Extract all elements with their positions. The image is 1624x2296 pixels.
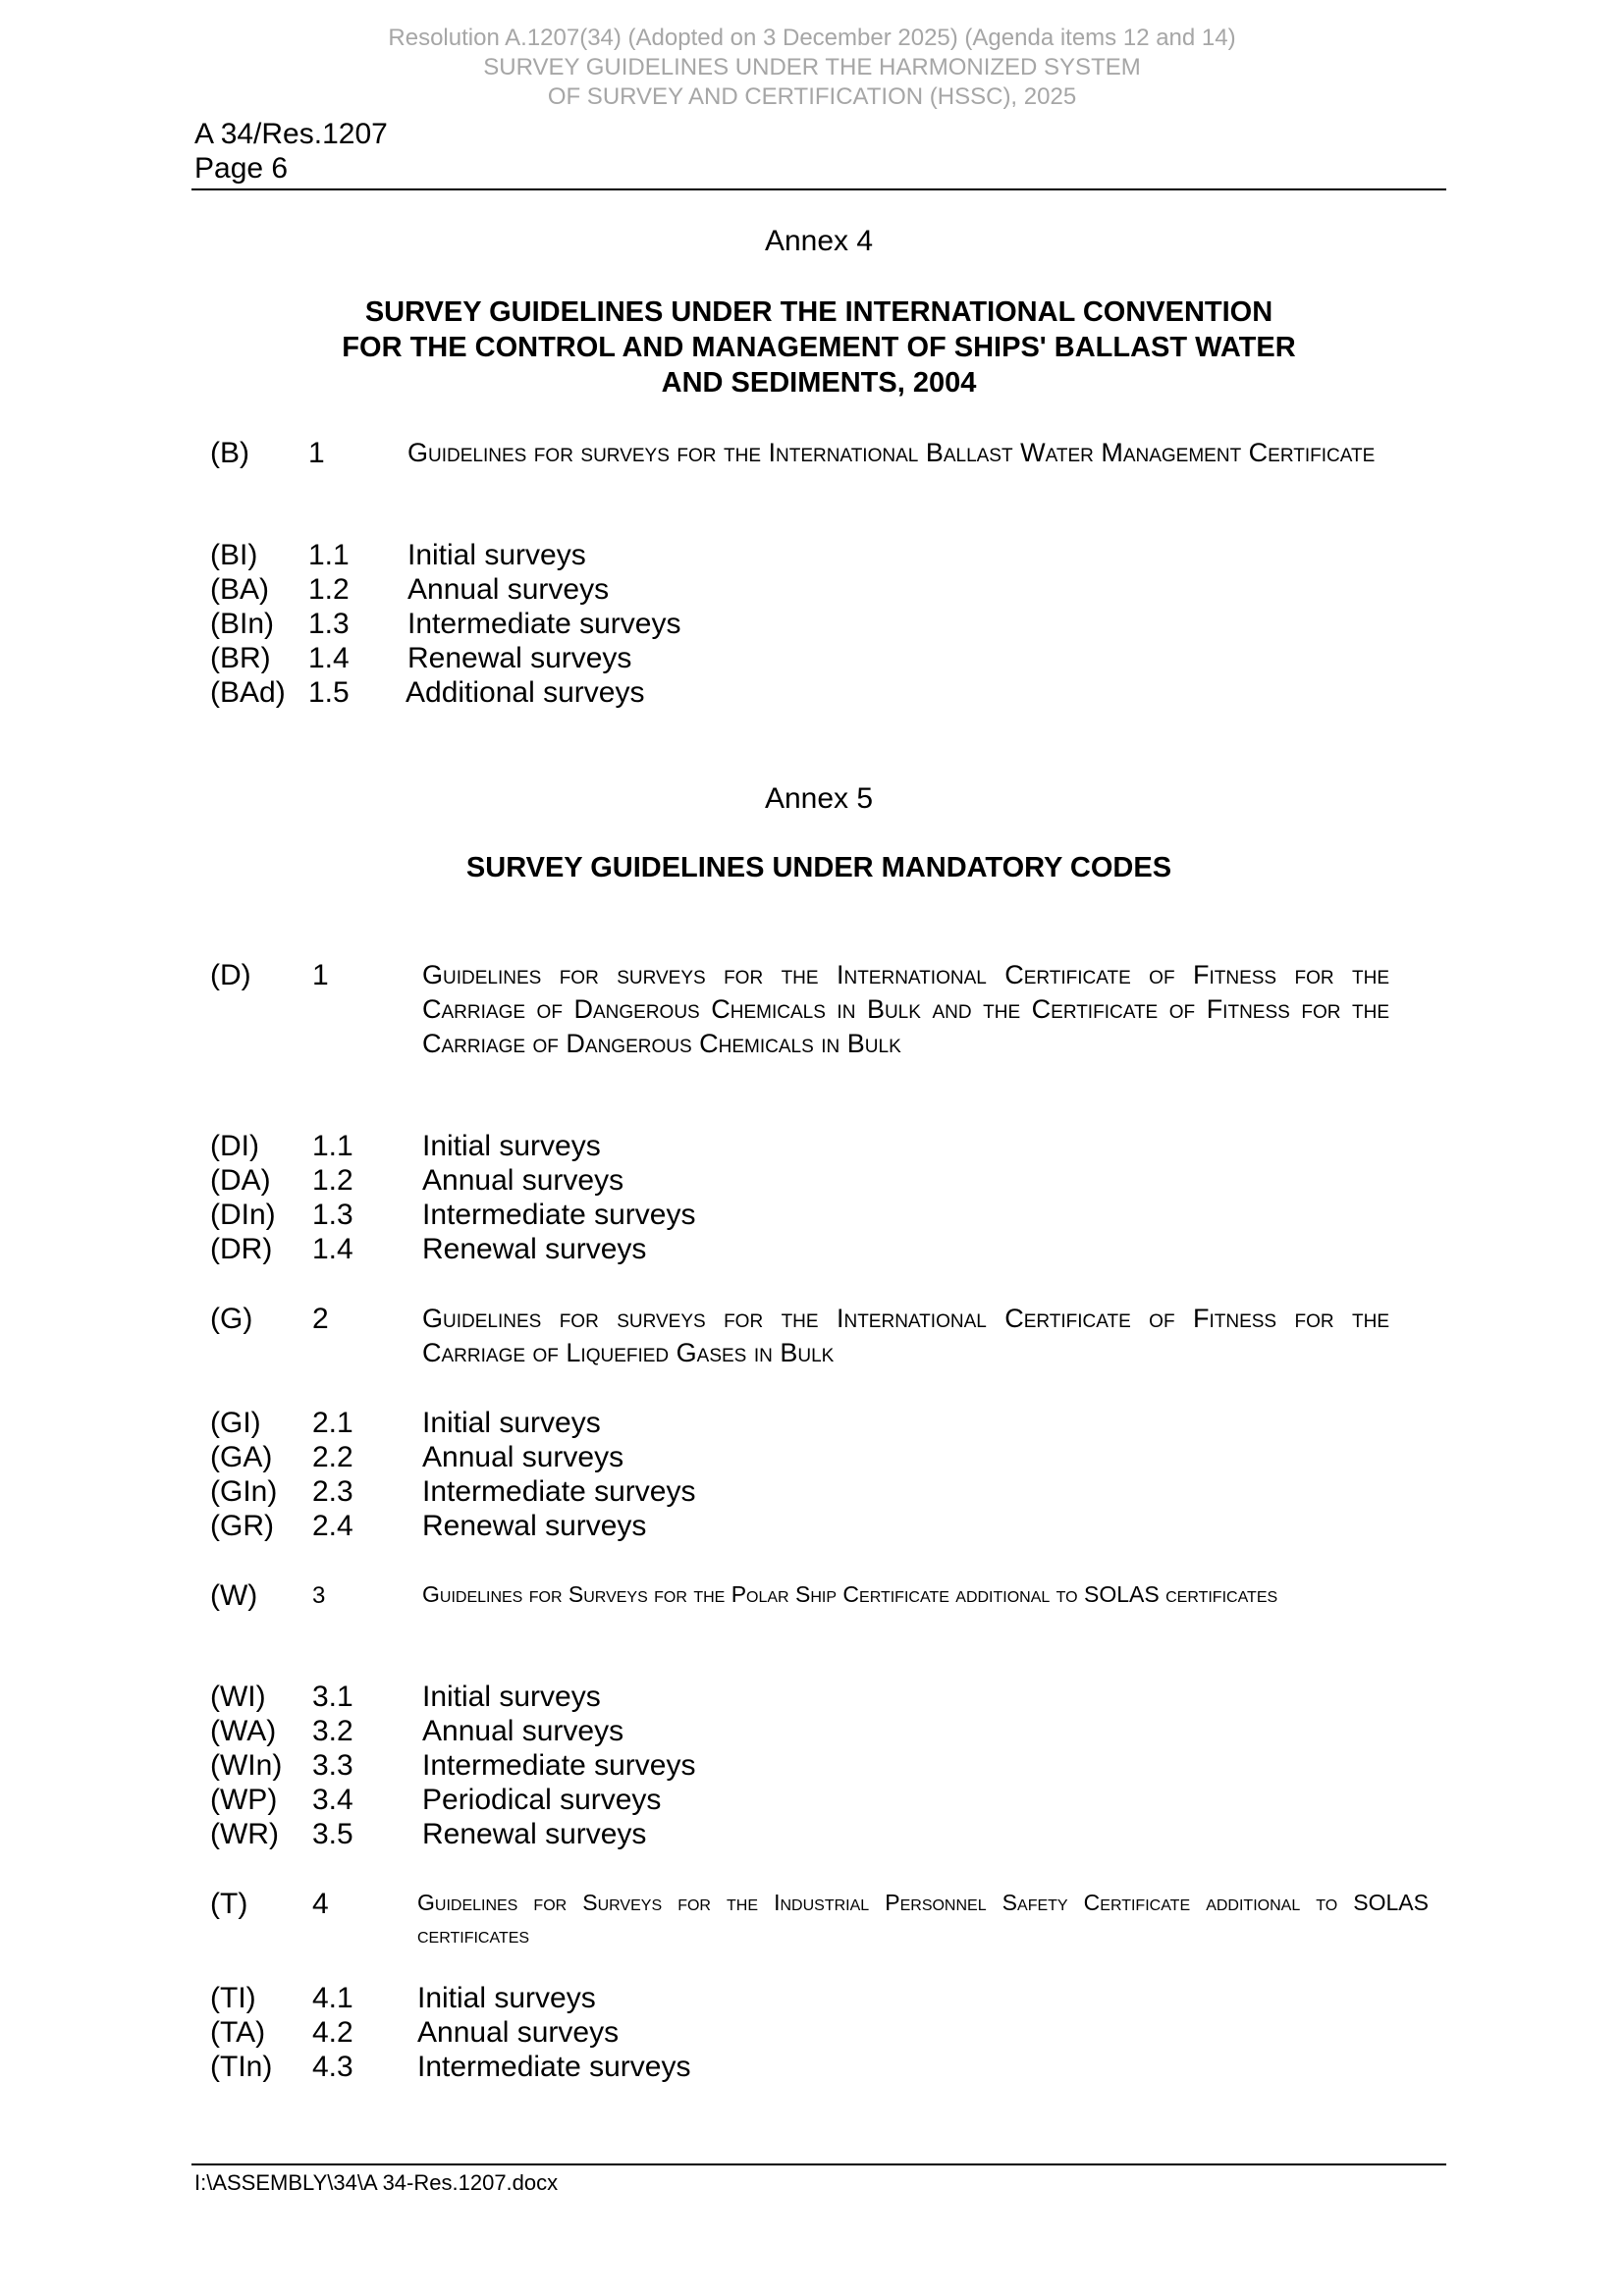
item-text: Initial surveys bbox=[422, 1407, 601, 1439]
item-text: Intermediate surveys bbox=[417, 2051, 691, 2083]
section-code: (G) bbox=[210, 1303, 253, 1335]
item-number: 4.2 bbox=[312, 2016, 353, 2049]
section-number: 4 bbox=[312, 1888, 329, 1920]
item-code: (BI) bbox=[210, 539, 258, 571]
item-number: 1.2 bbox=[308, 573, 350, 606]
item-text: Intermediate surveys bbox=[407, 608, 681, 640]
item-text: Periodical surveys bbox=[422, 1784, 662, 1816]
item-code: (GIn) bbox=[210, 1475, 278, 1508]
item-number: 3.1 bbox=[312, 1681, 353, 1713]
item-text: Initial surveys bbox=[422, 1130, 601, 1162]
item-code: (WP) bbox=[210, 1784, 278, 1816]
item-code: (WA) bbox=[210, 1715, 277, 1747]
section-title: Guidelines for surveys for the International Certificate of Fitness for the Carriage of Dangerous Chemicals in Bulk and the Certificate of Fitness for the Carriage of Dangerous Chemicals in Bulk bbox=[422, 960, 1389, 1058]
item-text: Renewal surveys bbox=[422, 1233, 647, 1265]
item-text: Intermediate surveys bbox=[422, 1199, 696, 1231]
item-code: (WR) bbox=[210, 1818, 279, 1850]
section-title: Guidelines for surveys for the International Certificate of Fitness for the Carriage of Liquefied Gases in Bulk bbox=[422, 1304, 1389, 1367]
item-code: (BA) bbox=[210, 573, 269, 606]
annex-5-title: SURVEY GUIDELINES UNDER MANDATORY CODES bbox=[465, 852, 1172, 883]
item-number: 3.3 bbox=[312, 1749, 353, 1782]
item-number: 1.3 bbox=[312, 1199, 353, 1231]
item-code: (TI) bbox=[210, 1982, 256, 2014]
item-text: Renewal surveys bbox=[407, 642, 632, 674]
item-number: 1.4 bbox=[312, 1233, 353, 1265]
item-code: (WI) bbox=[210, 1681, 266, 1713]
item-number: 3.4 bbox=[312, 1784, 353, 1816]
item-text: Annual surveys bbox=[422, 1441, 624, 1473]
item-text: Annual surveys bbox=[422, 1715, 624, 1747]
item-text: Annual surveys bbox=[417, 2016, 620, 2049]
footer-rule bbox=[191, 2163, 1446, 2165]
item-text: Initial surveys bbox=[422, 1681, 601, 1713]
item-number: 2.4 bbox=[312, 1510, 353, 1542]
section-code: (B) bbox=[210, 437, 249, 469]
item-text: Renewal surveys bbox=[422, 1510, 647, 1542]
annex-5-label: Annex 5 bbox=[764, 782, 874, 815]
watermark-line: SURVEY GUIDELINES UNDER THE HARMONIZED SYSTEM bbox=[483, 54, 1141, 80]
item-code: (DIn) bbox=[210, 1199, 276, 1231]
section-number: 3 bbox=[312, 1582, 326, 1609]
header-watermark bbox=[0, 24, 1624, 112]
annex-4-title bbox=[191, 294, 1446, 400]
watermark-line: Resolution A.1207(34) (Adopted on 3 December 2025) (Agenda items 12 and 14) bbox=[388, 25, 1236, 51]
document-reference: A 34/Res.1207 bbox=[194, 118, 388, 150]
item-text: Initial surveys bbox=[417, 1982, 596, 2014]
item-number: 1.1 bbox=[312, 1130, 353, 1162]
item-code: (BAd) bbox=[210, 676, 286, 709]
item-code: (TIn) bbox=[210, 2051, 273, 2083]
item-text: Annual surveys bbox=[422, 1164, 624, 1197]
page-reference bbox=[194, 117, 388, 186]
item-code: (WIn) bbox=[210, 1749, 283, 1782]
section-code: (W) bbox=[210, 1579, 258, 1612]
item-code: (TA) bbox=[210, 2016, 266, 2049]
section-code: (D) bbox=[210, 959, 251, 991]
annex-4-title-line: FOR THE CONTROL AND MANAGEMENT OF SHIPS' BALLAST WATER bbox=[342, 332, 1296, 363]
item-text: Renewal surveys bbox=[422, 1818, 647, 1850]
item-number: 1.1 bbox=[308, 539, 350, 571]
watermark-line: OF SURVEY AND CERTIFICATION (HSSC), 2025 bbox=[547, 83, 1077, 110]
annex-4-label: Annex 4 bbox=[764, 225, 874, 257]
item-number: 1.5 bbox=[308, 676, 350, 709]
annex-4-title-line: AND SEDIMENTS, 2004 bbox=[661, 367, 977, 399]
item-code: (DR) bbox=[210, 1233, 273, 1265]
item-text: Intermediate surveys bbox=[422, 1475, 696, 1508]
item-number: 4.1 bbox=[312, 1982, 353, 2014]
item-code: (DI) bbox=[210, 1130, 259, 1162]
item-number: 2.3 bbox=[312, 1475, 353, 1508]
item-number: 1.2 bbox=[312, 1164, 353, 1197]
section-number: 1 bbox=[312, 959, 329, 991]
item-code: (GR) bbox=[210, 1510, 274, 1542]
section-number: 1 bbox=[308, 437, 325, 469]
item-text: Intermediate surveys bbox=[422, 1749, 696, 1782]
item-code: (GA) bbox=[210, 1441, 273, 1473]
item-number: 4.3 bbox=[312, 2051, 353, 2083]
item-number: 3.2 bbox=[312, 1715, 353, 1747]
item-text: Annual surveys bbox=[407, 573, 610, 606]
footer-file-path: I:\ASSEMBLY\34\A 34-Res.1207.docx bbox=[194, 2170, 559, 2195]
item-code: (BR) bbox=[210, 642, 271, 674]
section-code: (T) bbox=[210, 1888, 248, 1920]
item-number: 1.3 bbox=[308, 608, 350, 640]
annex-4-title-line: SURVEY GUIDELINES UNDER THE INTERNATIONAL CONVENTION bbox=[364, 296, 1273, 328]
section-number: 2 bbox=[312, 1303, 329, 1335]
page-number: Page 6 bbox=[194, 152, 289, 185]
header-rule bbox=[191, 188, 1446, 190]
item-text: Additional surveys bbox=[406, 676, 645, 709]
section-title: Guidelines for Surveys for the Industrial Personnel Safety Certificate additional to SOLAS certificates bbox=[417, 1890, 1429, 1948]
item-number: 2.1 bbox=[312, 1407, 353, 1439]
item-code: (GI) bbox=[210, 1407, 261, 1439]
section-title: Guidelines for Surveys for the Polar Ship Certificate additional to SOLAS certificates bbox=[422, 1581, 1278, 1607]
item-number: 2.2 bbox=[312, 1441, 353, 1473]
item-number: 1.4 bbox=[308, 642, 350, 674]
section-title: Guidelines for surveys for the International Ballast Water Management Certificate bbox=[407, 438, 1376, 467]
item-code: (DA) bbox=[210, 1164, 271, 1197]
item-number: 3.5 bbox=[312, 1818, 353, 1850]
item-text: Initial surveys bbox=[407, 539, 586, 571]
item-code: (BIn) bbox=[210, 608, 275, 640]
